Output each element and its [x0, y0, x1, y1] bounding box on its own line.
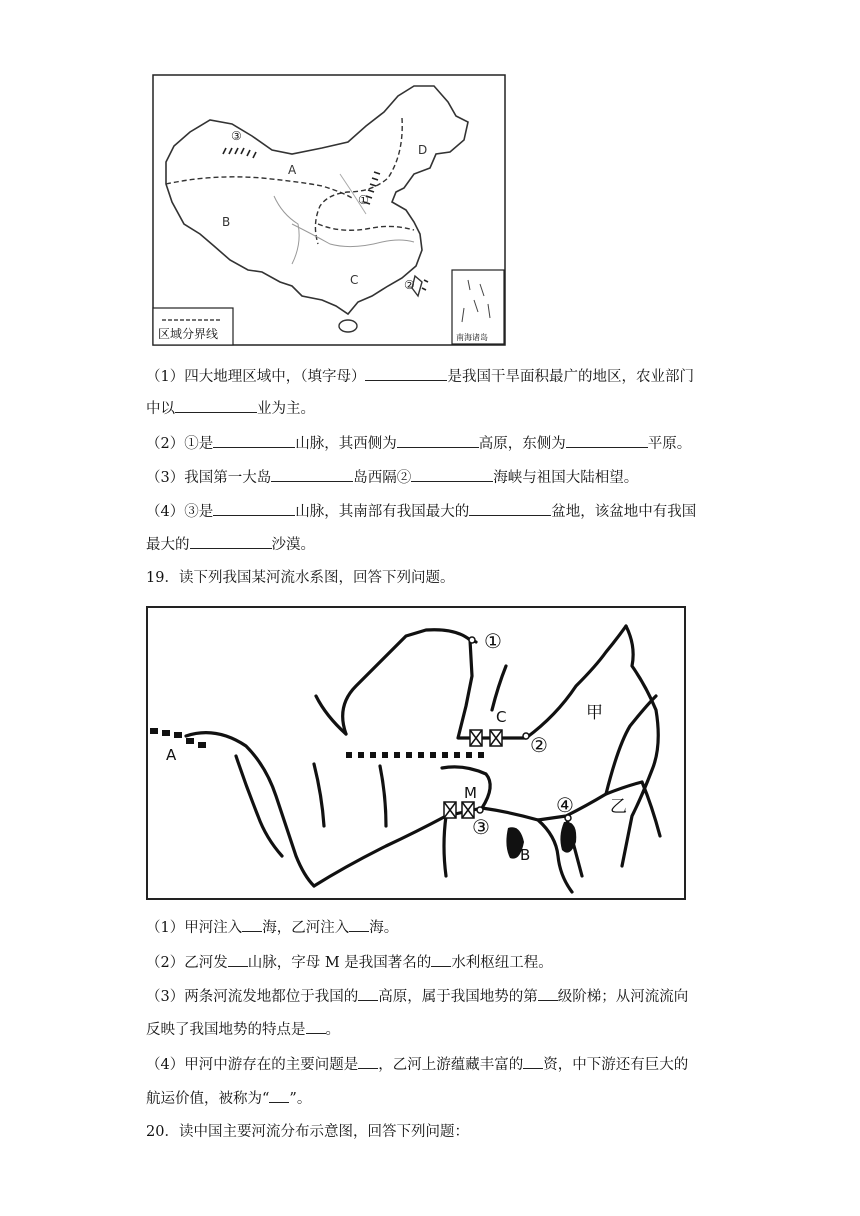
text: （4）甲河中游存在的主要问题是 [146, 1057, 359, 1073]
region-label-b: B [222, 215, 231, 229]
marker-1: ① [358, 193, 369, 207]
river-marker-1: ① [484, 629, 502, 653]
text: （2）乙河发 [146, 955, 228, 971]
answer-blank[interactable] [358, 1054, 378, 1069]
text: 水利枢纽工程。 [451, 955, 553, 971]
answer-blank[interactable] [213, 433, 295, 448]
river-label-a: A [166, 746, 177, 764]
text: 山脉，字母 M 是我国著名的 [247, 955, 432, 971]
q19-line-5 [146, 1054, 688, 1075]
q19-line-6 [146, 1088, 311, 1109]
text: 岛西隔② [353, 470, 412, 486]
answer-blank[interactable] [269, 1088, 289, 1103]
text: 中以 [146, 401, 175, 417]
marker-2: ② [404, 278, 415, 292]
answer-blank[interactable] [538, 986, 558, 1001]
river-label-b: B [520, 846, 531, 864]
answer-blank[interactable] [566, 433, 648, 448]
river-label-m: M [464, 784, 477, 802]
text: ”。 [289, 1091, 312, 1107]
text: （3）我国第一大岛 [146, 470, 272, 486]
river-label-jia: 甲 [586, 703, 603, 723]
text: 级阶梯；从河流流向 [557, 989, 689, 1005]
q19-line-3 [146, 986, 688, 1007]
text: 资，中下游还有巨大的 [543, 1057, 689, 1073]
answer-blank[interactable] [242, 917, 262, 932]
river-marker-2: ② [530, 733, 548, 757]
river-marker-4: ④ [556, 793, 574, 817]
text: （4）③是 [146, 504, 214, 520]
text: 高原，属于我国地势的第 [378, 989, 538, 1005]
answer-blank[interactable] [213, 501, 295, 516]
china-regions-map [152, 74, 506, 346]
text: 业为主。 [257, 401, 315, 417]
answer-blank[interactable] [175, 398, 257, 413]
river-label-yi: 乙 [610, 797, 627, 817]
text: 山脉，其西侧为 [295, 436, 397, 452]
q19-line-4 [146, 1019, 340, 1040]
marker-3: ③ [231, 129, 242, 143]
legend-label: 区域分界线 [158, 327, 219, 341]
q18-line-4 [146, 467, 638, 488]
inset-label: 南海诸岛 [456, 333, 488, 342]
text: ，乙河上游蕴藏丰富的 [378, 1057, 524, 1073]
answer-blank[interactable] [523, 1054, 543, 1069]
river-marker-3: ③ [472, 815, 490, 839]
answer-blank[interactable] [228, 952, 248, 967]
answer-blank[interactable] [365, 366, 447, 381]
text: 。 [325, 1022, 340, 1038]
q18-line-6 [146, 534, 315, 555]
text: 航运价值，被称为“ [146, 1091, 270, 1107]
text: 海峡与祖国大陆相望。 [493, 470, 639, 486]
q18-line-5 [146, 501, 696, 522]
answer-blank[interactable] [306, 1019, 326, 1034]
answer-blank[interactable] [411, 467, 493, 482]
answer-blank[interactable] [349, 917, 369, 932]
river-system-map [146, 606, 686, 900]
text: （2）①是 [146, 436, 214, 452]
answer-blank[interactable] [271, 467, 353, 482]
q19-line-2 [146, 952, 553, 973]
answer-blank[interactable] [469, 501, 551, 516]
river-label-c: C [496, 708, 507, 726]
q19-title: 19．读下列我国某河流水系图，回答下列问题。 [146, 570, 455, 586]
q18-line-3 [146, 433, 691, 454]
text: 山脉，其南部有我国最大的 [295, 504, 470, 520]
text: 海，乙河注入 [262, 920, 350, 936]
text: 是我国干旱面积最广的地区，农业部门 [447, 369, 694, 385]
region-label-d: D [418, 143, 428, 157]
q19-line-1 [146, 917, 398, 938]
text: （1）甲河注入 [146, 920, 243, 936]
text: 平原。 [647, 436, 692, 452]
text: （1）四大地理区域中，（填字母） [146, 369, 366, 385]
q18-line-1 [146, 366, 694, 387]
answer-blank[interactable] [431, 952, 451, 967]
text: 盆地，该盆地中有我国 [551, 504, 697, 520]
text: 反映了我国地势的特点是 [146, 1022, 306, 1038]
region-label-a: A [288, 163, 297, 177]
q18-line-2 [146, 398, 315, 419]
text: （3）两条河流发地都位于我国的 [146, 989, 359, 1005]
region-label-c: C [350, 273, 359, 287]
text: 沙漠。 [271, 537, 315, 553]
answer-blank[interactable] [358, 986, 378, 1001]
q20-title: 20．读中国主要河流分布示意图，回答下列问题： [146, 1124, 469, 1140]
answer-blank[interactable] [190, 534, 272, 549]
text: 海。 [369, 920, 399, 936]
answer-blank[interactable] [397, 433, 479, 448]
text: 高原，东侧为 [478, 436, 566, 452]
text: 最大的 [146, 537, 190, 553]
